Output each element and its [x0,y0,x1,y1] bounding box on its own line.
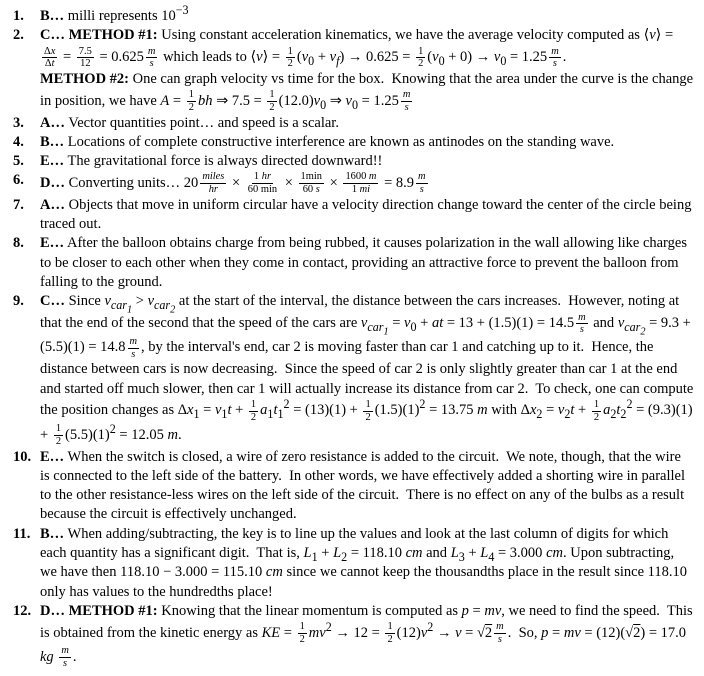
item-number: 1. [13,8,24,24]
list-item [0,152,694,171]
item-number: 10. [13,448,32,465]
list-item [0,292,694,447]
item-number: 8. [13,235,24,252]
item-body: E… When the switch is closed, a wire of zero resistance is added to the circuit. We note, though, that the wire is connected to the left side of the battery. In other words, we have effectively added a shorting wire in parallel to the other resistance-less wires on the left side of the circuit. There is no effect on any of the bulbs as a result because the circuit is effectively unchanged. [40,448,686,523]
list-item [0,3,694,26]
list-item [0,196,694,235]
item-number: 4. [13,133,24,150]
item-body: A… Objects that move in uniform circular have a velocity direction change toward the center of the circle being traced out. [40,196,692,233]
item-body: B… When adding/subtracting, the key is to line up the values and look at the last column of digits for which each quantity has a significant digit. That is, $L_1 + L_2 = 118.10$ cm and $L_3 + L_4 = 3.000$ cm. Upon subtracting, we have then 118.10 − 3.000 = 115.10 cm since we cannot keep the thousandths place in the result since 118.10 only has values to the hundredths place! [40,525,687,600]
list-item [0,114,694,133]
item-number: 7. [13,196,24,213]
item-body: C… Since $v_{car_1} > v_{car_2}$ at the start of the interval, the distance between the cars increases. However, noting at that the end of the second that the speed of the cars are $v_{car_1} = v_0$ + at = 13 + (1.5)(1) = 14.5 $\frac{m}{s}$ and $v_{car_2} = 9.3 + (5.5)(1) = 14.8$ $\frac{m}{s}$ , by the interval's end, car 2 is moving faster than car 1 and catching up to it. Hence, the distance between cars is now decreasing. Since the speed of car 2 is only slightly greater than car 1 at the end and started off much slower, then car 1 will actually increase its distance from car 2. To check, one can compute the position changes as $\Delta x_1 = v_1t$ + $\frac{1}{2}$ $a_1t_1^2 = (13)(1)$ + $\frac{1}{2}$ $(1.5)(1)^2 = 13.75$ m with $\Delta x_2 = v_2t$ + $\frac{1}{2}$ $a_2t_2^2 = (9.3)(1)$ + $\frac{1}{2}$ $(5.5)(1)^2 = 12.05$ m. [40,293,694,447]
list-item [0,133,694,152]
item-number: 2. [13,27,24,44]
list-item [0,448,694,525]
answer-list [0,3,694,670]
list-item [0,26,694,113]
item-number: 12. [13,602,32,619]
item-number: 9. [13,293,24,310]
list-item [0,171,694,195]
list-item [0,525,694,602]
item-number: 6. [13,172,24,189]
item-body: C… METHOD #1: Using constant acceleration kinematics, we have the average velocity computed as ⟨v⟩ = $\frac{\Delta x}{\Delta t}$ = $\frac{7.5}{12}$ = 0.625 $\frac{m}{s}$ which leads to ⟨v⟩ = $\frac{1}{2}$ $(v_0 + v_f) \to 0.625$ = $\frac{1}{2}$ $(v_0 + 0) \to v_0 = 1.25$ $\frac{m}{s}$ . METHOD #2: One can graph velocity vs time for the box. Knowing that the area under the curve is the change in position, we have A = $\frac{1}{2}$ bh ⇒ 7.5 = $\frac{1}{2}$ $(12.0)v_0$ ⇒ $v_0 = 1.25$ $\frac{m}{s}$ [40,27,694,113]
item-body: A… Vector quantities point… and speed is a scalar. [40,114,339,131]
item-body: D… METHOD #1: Knowing that the linear momentum is computed as p = mv, we need to find the speed. This is obtained from the kinetic energy as KE = $\frac{1}{2}$ $mv^2 \to 12$ = $\frac{1}{2}$ $(12)v^2 \to v = √2$ $\frac{m}{s}$ . So, p = mv = (12)(√2) = 17.0 kg $\frac{m}{s}$ . [40,602,693,670]
list-item [0,234,694,292]
item-number: 3. [13,114,24,131]
list-item [0,602,694,670]
item-number: 11. [13,525,31,542]
item-body: E… The gravitational force is always directed downward!! [40,153,383,170]
item-body: B… Locations of complete constructive interference are known as antinodes on the standing wave. [40,133,615,150]
item-body: B… milli represents $10^{-3}$ [40,3,189,24]
item-body: D… Converting units… 20 miles hr × 1 hr 60 min × 1min 60 s × $\frac{1600 m}{1 mi}$ = 8.9 $\frac{m}{s}$ [40,171,426,196]
item-number: 5. [13,153,24,170]
item-body: E… After the balloon obtains charge from being rubbed, it causes polarization in the wall allowing like charges to be closer to each other when they come in contact, providing an attractive force to prevent the balloon from falling to the ground. [40,235,687,290]
